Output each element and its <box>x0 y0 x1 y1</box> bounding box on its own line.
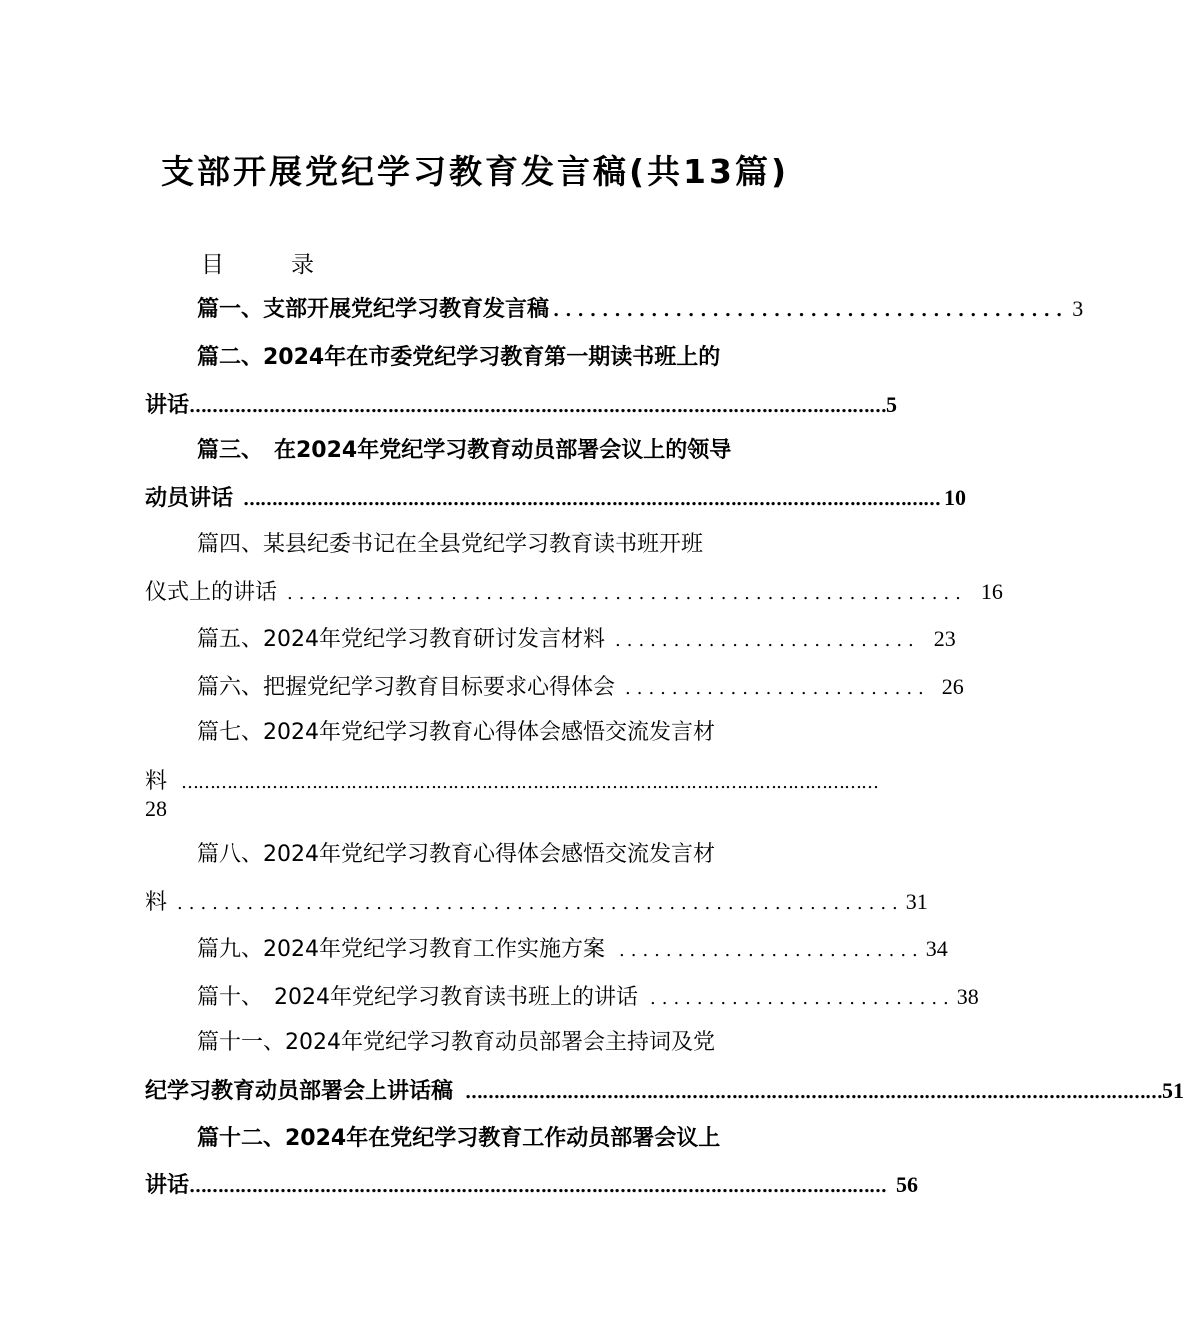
toc-entry-page: 31 <box>905 889 928 914</box>
toc-leader-dots: …………………………………………………………………………………………………………… <box>181 772 879 793</box>
toc-leader-dots: .............................................................. <box>177 893 904 914</box>
toc-entry-11-cont[interactable] <box>145 1074 1184 1108</box>
toc-entry-12[interactable] <box>145 1122 852 1156</box>
toc-entry-8[interactable] <box>145 838 852 872</box>
toc-entry-8-cont[interactable] <box>145 885 928 919</box>
toc-entry-label: 讲话 <box>145 393 190 418</box>
toc-entry-label: 篇五、2024年党纪学习教育研讨发言材料 <box>197 627 605 652</box>
toc-entry-page: 5 <box>886 392 898 417</box>
toc-leader-dots: …………………………………………………………………………………………………………… <box>243 489 941 510</box>
toc-entry-page: 38 <box>956 984 979 1009</box>
toc-entry-page: 56 <box>896 1172 919 1197</box>
toc-entry-11[interactable] <box>145 1026 857 1060</box>
toc-entry-10[interactable] <box>145 980 979 1014</box>
toc-entry-page: 51 <box>1162 1078 1184 1103</box>
toc-entry-label: 篇十二、2024年在党纪学习教育工作动员部署会议上 <box>197 1126 721 1151</box>
toc-entry-page: 26 <box>941 674 964 699</box>
toc-heading: 目 录 <box>201 252 336 278</box>
toc-entry-2-cont[interactable] <box>145 388 898 422</box>
toc-entry-label: 篇八、2024年党纪学习教育心得体会感悟交流发言材 <box>197 842 715 867</box>
toc-entry-page[interactable]: 28 <box>145 796 167 821</box>
toc-entry-page: 23 <box>933 626 956 651</box>
toc-entry-label: 讲话 <box>145 1173 190 1198</box>
toc-leader-dots: …………………………………………………………………………………………………………… <box>465 1082 1163 1103</box>
toc-entry-label: 篇二、2024年在市委党纪学习教育第一期读书班上的 <box>197 345 721 370</box>
toc-entry-page: 16 <box>980 579 1003 604</box>
toc-entry-3[interactable] <box>145 434 857 468</box>
toc-entry-label: 纪学习教育动员部署会上讲话稿 <box>145 1079 454 1104</box>
toc-entry-label: 篇九、2024年党纪学习教育工作实施方案 <box>197 937 605 962</box>
toc-entry-label: 仪式上的讲话 <box>145 580 278 605</box>
toc-entry-label: 篇七、2024年党纪学习教育心得体会感悟交流发言材 <box>197 720 715 745</box>
toc-entry-6[interactable] <box>145 670 964 704</box>
toc-leader-dots: .......................... <box>619 940 924 961</box>
toc-entry-2[interactable] <box>145 341 852 375</box>
toc-entry-3-cont[interactable] <box>145 481 967 515</box>
toc-entry-label: 篇三、 在2024年党纪学习教育动员部署会议上的领导 <box>197 438 732 463</box>
toc-leader-dots: .......................... <box>625 678 930 699</box>
toc-entry-page: 10 <box>944 485 967 510</box>
toc-entry-label: 料 <box>145 769 168 794</box>
toc-leader-dots: .......................................................... <box>287 583 967 604</box>
toc-entry-5[interactable] <box>145 622 956 656</box>
toc-entry-9[interactable] <box>145 932 948 966</box>
toc-entry-label: 篇十、 2024年党纪学习教育读书班上的讲话 <box>197 985 638 1010</box>
toc-entry-label: 篇十一、2024年党纪学习教育动员部署会主持词及党 <box>197 1030 715 1055</box>
toc-leader-dots: .......................................... <box>553 300 1069 321</box>
toc-entry-label: 篇四、某县纪委书记在全县党纪学习教育读书班开班 <box>197 532 704 557</box>
document-title: 支部开展党纪学习教育发言稿(共13篇) <box>160 152 790 191</box>
toc-leader-dots: .......................... <box>615 630 920 651</box>
toc-entry-label: 动员讲话 <box>145 486 234 511</box>
toc-entry-7[interactable] <box>145 716 852 750</box>
toc-entry-12-cont[interactable] <box>145 1168 919 1202</box>
toc-entry-4-cont[interactable] <box>145 575 1003 609</box>
toc-leader-dots: .......................... <box>650 988 955 1009</box>
toc-entry-7-cont[interactable] <box>145 765 879 799</box>
toc-entry-label: 料 <box>145 890 168 915</box>
toc-entry-4[interactable] <box>145 528 852 562</box>
toc-entry-page: 34 <box>925 936 948 961</box>
toc-leader-dots: …………………………………………………………………………………………………………… <box>189 1176 887 1197</box>
toc-leader-dots: …………………………………………………………………………………………………………… <box>189 396 887 417</box>
toc-entry-label: 篇一、支部开展党纪学习教育发言稿 <box>197 297 550 322</box>
toc-entry-1[interactable] <box>145 292 1084 326</box>
toc-entry-page: 3 <box>1072 296 1084 321</box>
toc-entry-label: 篇六、把握党纪学习教育目标要求心得体会 <box>197 675 616 700</box>
